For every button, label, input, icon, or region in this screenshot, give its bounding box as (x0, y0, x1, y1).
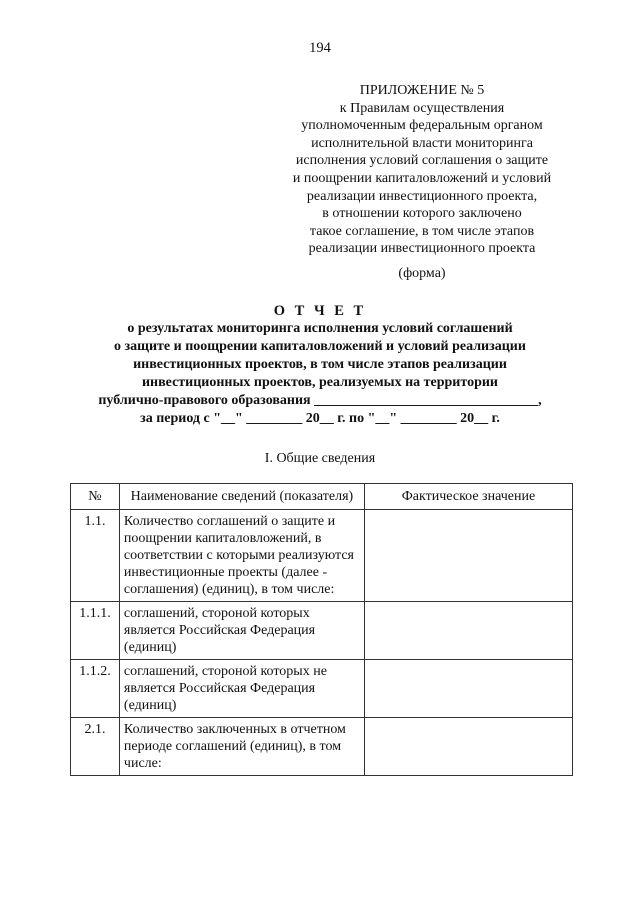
row-num: 2.1. (71, 718, 120, 776)
row-value (364, 718, 572, 776)
table-header-row (71, 484, 573, 510)
report-subtitle-line: о защите и поощрении капиталовложений и условий реализации (114, 339, 526, 354)
report-subtitle-line: о результатах мониторинга исполнения условий соглашений (127, 321, 513, 336)
appendix-line: в отношении которого заключено (322, 206, 522, 222)
appendix-line: реализации инвестиционного проекта, (306, 188, 538, 204)
report-title: О Т Ч Е Т (273, 303, 367, 319)
report-subtitle-line: инвестиционных проектов, в том числе этапов реализации (133, 357, 507, 372)
table-row (71, 660, 573, 718)
appendix-title: ПРИЛОЖЕНИЕ № 5 (359, 83, 485, 98)
general-info-table (70, 483, 573, 776)
row-name: соглашений, стороной которых является Российская Федерация (единиц) (119, 602, 364, 660)
row-num: 1.1.2. (71, 660, 120, 718)
header-name: Наименование сведений (показателя) (119, 484, 364, 510)
appendix-line: уполномоченным федеральным органом (301, 118, 543, 134)
appendix-line: реализации инвестиционного проекта (308, 241, 536, 257)
appendix-line: исполнения условий соглашения о защите (295, 153, 549, 169)
table-row (71, 718, 573, 776)
table-row (71, 510, 573, 602)
appendix-line: исполнительной власти мониторинга (311, 135, 533, 151)
row-num: 1.1. (71, 510, 120, 602)
row-name: Количество заключенных в отчетном периоде соглашений (единиц), в том числе: (119, 718, 364, 776)
header-num: № (71, 484, 120, 510)
table-row (71, 602, 573, 660)
appendix-line: и поощрении капиталовложений и условий (292, 170, 552, 186)
header-value: Фактическое значение (364, 484, 572, 510)
page-number: 194 (309, 40, 331, 56)
report-subtitle (40, 320, 600, 428)
section-title: I. Общие сведения (264, 451, 376, 466)
row-value (364, 602, 572, 660)
form-label: (форма) (398, 266, 446, 281)
row-name: соглашений, стороной которых не является Российская Федерация (единиц) (119, 660, 364, 718)
appendix-line: к Правилам осуществления (339, 100, 505, 116)
report-subtitle-line: публично-правового образования ________________________________, (98, 393, 542, 408)
row-name: Количество соглашений о защите и поощрении капиталовложений, в соответствии с которыми реализуются инвестиционные проекты (далее - соглашения) (единиц), в том числе: (119, 510, 364, 602)
row-value (364, 660, 572, 718)
row-num: 1.1.1. (71, 602, 120, 660)
appendix-line: такое соглашение, в том числе этапов (309, 223, 535, 239)
row-value (364, 510, 572, 602)
appendix-header (262, 82, 582, 258)
report-subtitle-line: за период с "__" ________ 20__ г. по "__" ________ 20__ г. (140, 411, 500, 426)
report-subtitle-line: инвестиционных проектов, реализуемых на территории (141, 375, 498, 390)
